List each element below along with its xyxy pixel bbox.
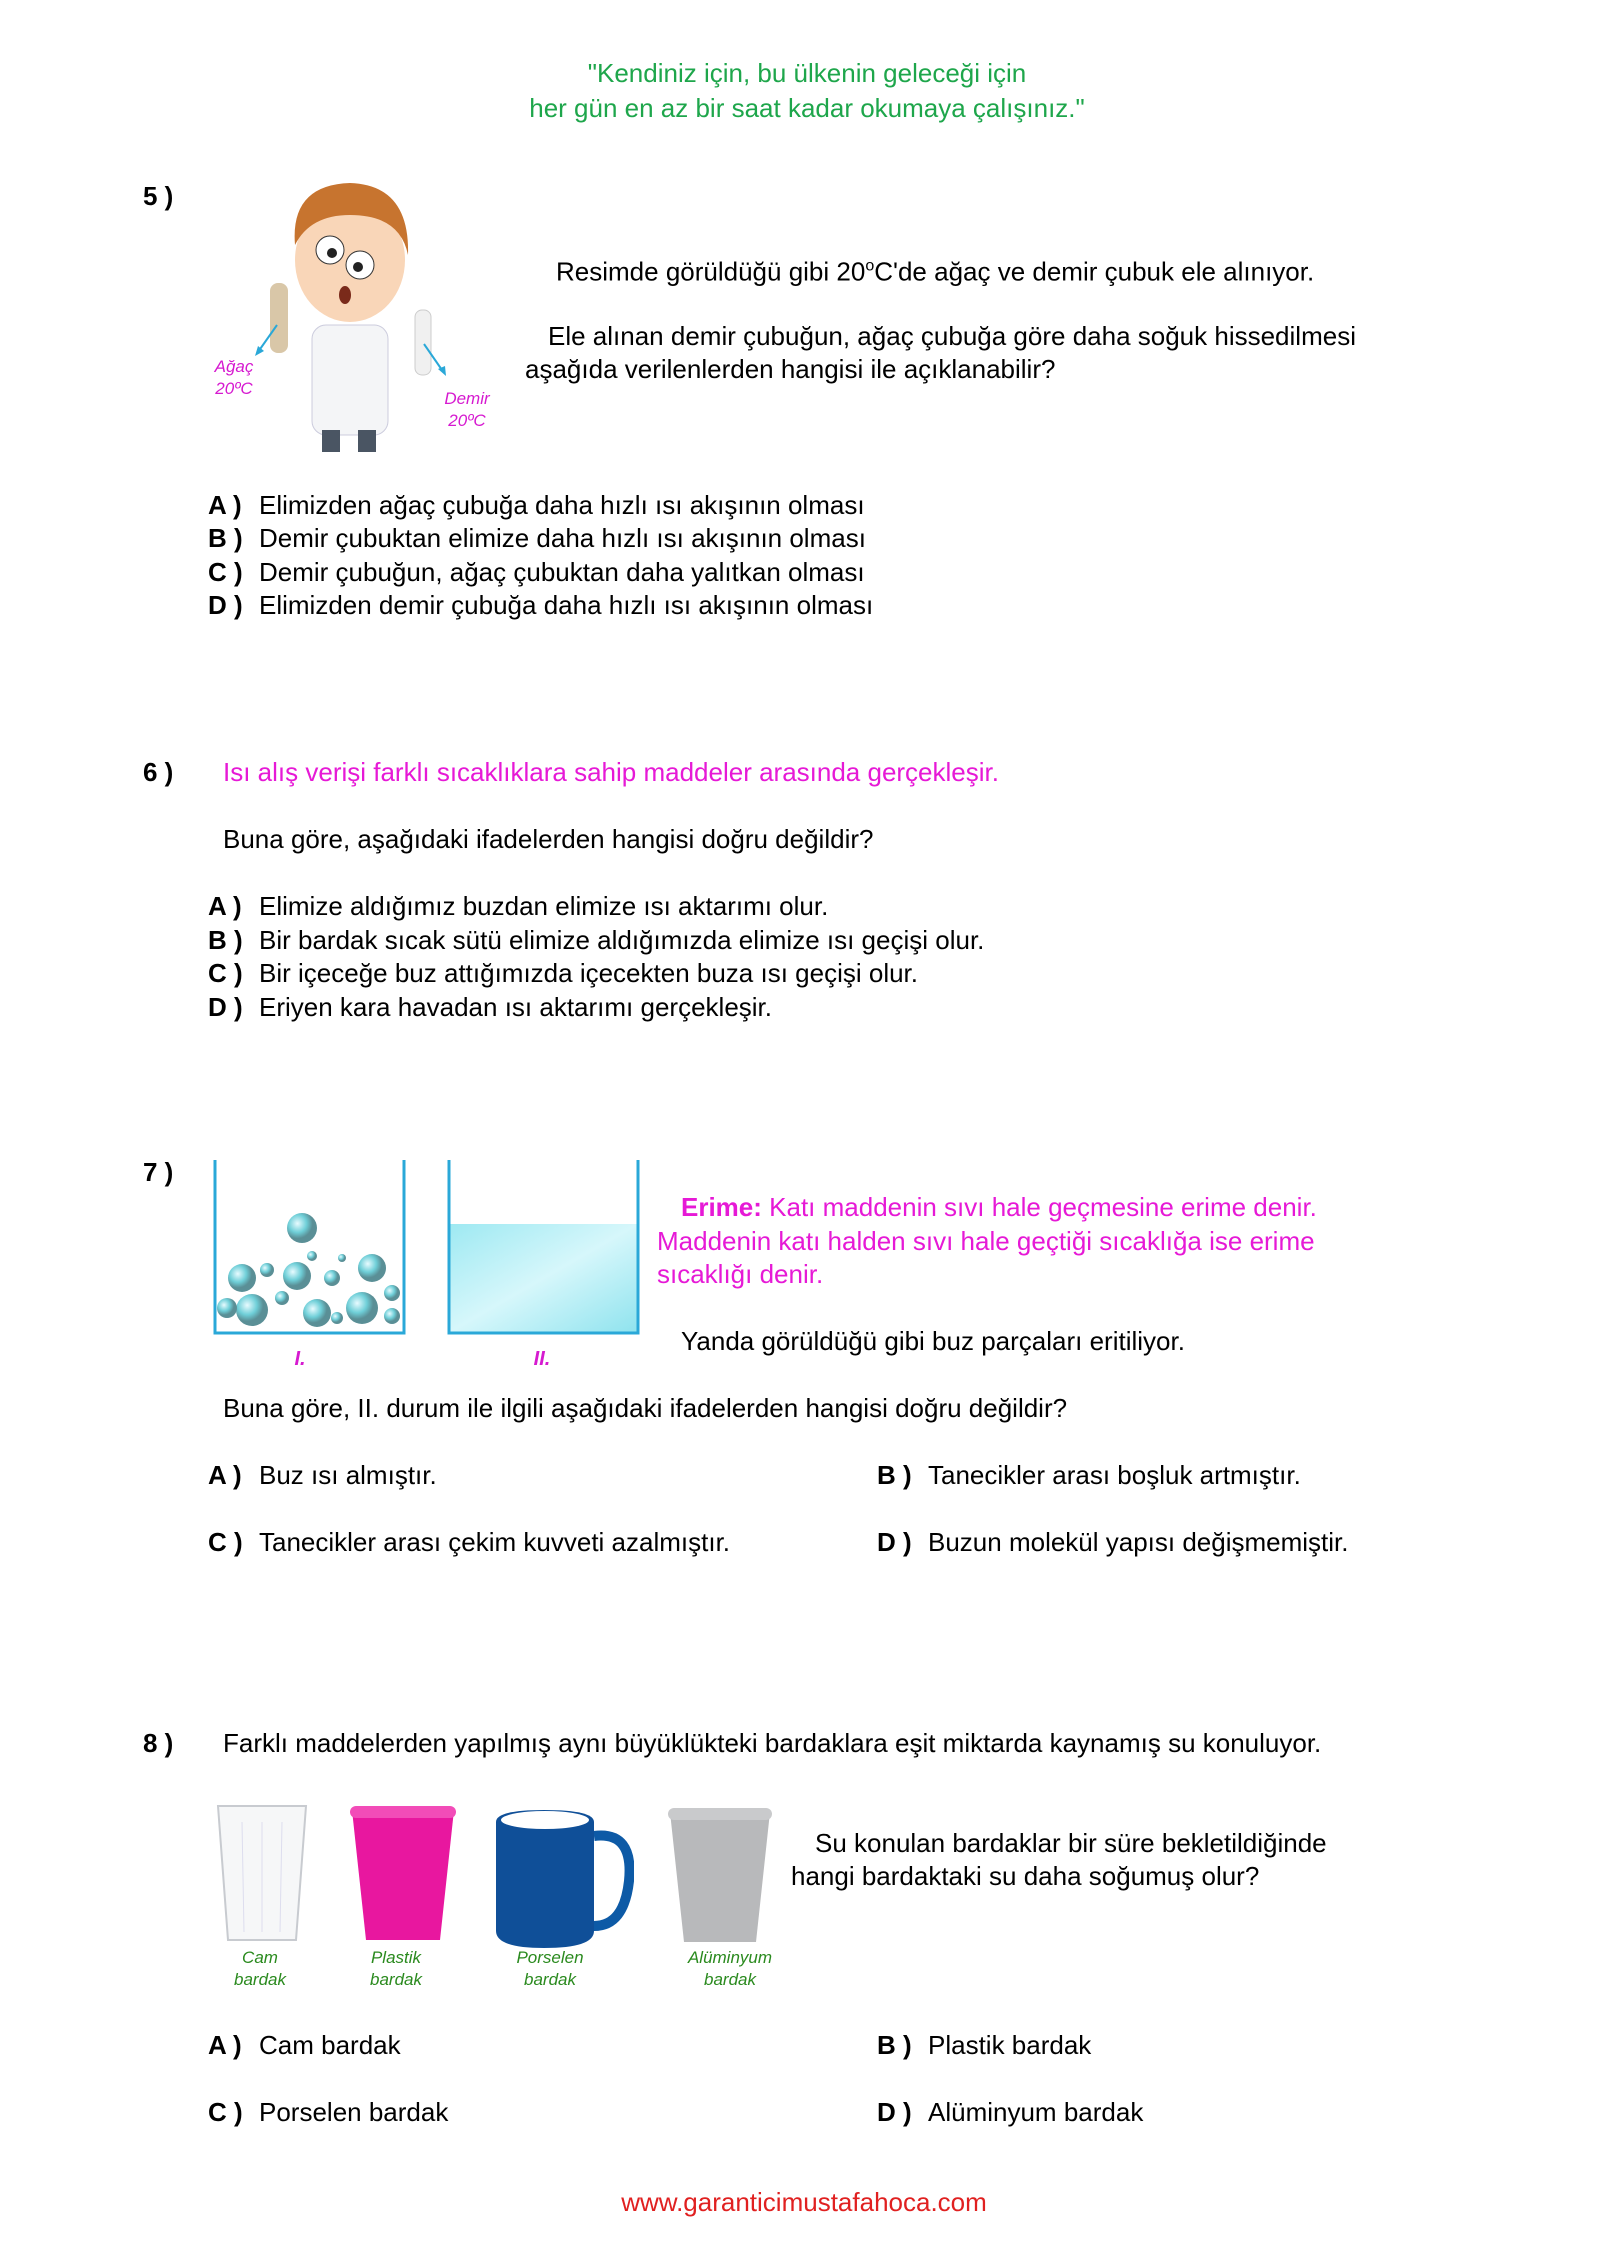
q8-statement: Farklı maddelerden yapılmış aynı büyüklükteki bardaklara eşit miktarda kaynamış su konuluyor. xyxy=(223,1728,1322,1758)
motto-quote-line2: her gün en az bir saat kadar okumaya çalışınız." xyxy=(529,93,1085,123)
q7-option-c[interactable]: C ) Tanecikler arası çekim kuvveti azalmıştır. xyxy=(208,1527,731,1557)
question-number-6: 6 ) xyxy=(143,757,174,787)
q8-option-b[interactable]: B ) Plastik bardak xyxy=(877,2030,1092,2060)
glass-cup xyxy=(212,1802,312,1947)
q6-option-d[interactable]: D ) Eriyen kara havadan ısı aktarımı gerçekleşir. xyxy=(208,992,773,1022)
q7-question: Buna göre, II. durum ile ilgili aşağıdaki ifadelerden hangisi doğru değildir? xyxy=(223,1393,1068,1423)
aluminum-cup xyxy=(666,1806,776,1946)
q6-question: Buna göre, aşağıdaki ifadelerden hangisi doğru değildir? xyxy=(223,824,874,854)
q8-option-d[interactable]: D ) Alüminyum bardak xyxy=(877,2097,1144,2127)
q7-info: Yanda görüldüğü gibi buz parçaları eritiliyor. xyxy=(681,1326,1185,1356)
q8-option-c[interactable]: C ) Porselen bardak xyxy=(208,2097,449,2127)
porcelain-mug xyxy=(494,1806,634,1951)
q6-option-a[interactable]: A ) Elimize aldığımız buzdan elimize ısı aktarımı olur. xyxy=(208,891,829,921)
q5-option-c[interactable]: C ) Demir çubuğun, ağaç çubuktan daha yalıtkan olması xyxy=(208,557,865,587)
arrow-icon xyxy=(420,340,450,380)
q5-option-b[interactable]: B ) Demir çubuktan elimize daha hızlı ısı akışının olması xyxy=(208,523,866,553)
question-number-7: 7 ) xyxy=(143,1157,174,1187)
q5-statement: Resimde görüldüğü gibi 20$^o$C'de ağaç ve demir çubuk ele alınıyor. xyxy=(556,256,1315,287)
q6-option-b[interactable]: B ) Bir bardak sıcak sütü elimize aldığımızda elimize ısı geçişi olur. xyxy=(208,925,985,955)
label-wood: Ağaç 20ºC xyxy=(214,357,254,398)
footer-website-link[interactable]: www.garanticimustafahoca.com xyxy=(621,2187,987,2217)
q5-question-line2: aşağıda verilenlerden hangisi ile açıklanabilir? xyxy=(525,354,1056,384)
q7-option-a[interactable]: A ) Buz ısı almıştır. xyxy=(208,1460,437,1490)
plastic-cup xyxy=(348,1804,458,1944)
q5-question-line1: Ele alınan demir çubuğun, ağaç çubuğa göre daha soğuk hissedilmesi xyxy=(548,321,1356,351)
label-iron: Demir 20ºC xyxy=(444,389,490,430)
question-number-5: 5 ) xyxy=(143,181,174,211)
motto-quote-line1: "Kendiniz için, bu ülkenin geleceği için xyxy=(587,58,1027,88)
q7-definition-line3: sıcaklığı denir. xyxy=(657,1259,824,1289)
q7-option-b[interactable]: B ) Tanecikler arası boşluk artmıştır. xyxy=(877,1460,1301,1490)
q8-option-a[interactable]: A ) Cam bardak xyxy=(208,2030,401,2060)
beaker-melted-water xyxy=(446,1158,642,1338)
scientist-boy-illustration xyxy=(250,175,450,460)
q5-option-d[interactable]: D ) Elimizden demir çubuğa daha hızlı ısı akışının olması xyxy=(208,590,874,620)
question-number-8: 8 ) xyxy=(143,1728,174,1758)
q7-definition-line2: Maddenin katı halden sıvı hale geçtiği sıcaklığa ise erime xyxy=(657,1226,1315,1256)
cup-label-glass: Cam bardak xyxy=(234,1948,286,1989)
beaker-label-1: I. xyxy=(294,1348,306,1370)
cup-label-aluminum: Alüminyum bardak xyxy=(687,1948,773,1989)
q7-definition-line1: Erime: Katı maddenin sıvı hale geçmesine erime denir. xyxy=(681,1192,1317,1222)
q6-statement: Isı alış verişi farklı sıcaklıklara sahip maddeler arasında gerçekleşir. xyxy=(223,757,999,787)
q8-question-line2: hangi bardaktaki su daha soğumuş olur? xyxy=(791,1861,1260,1891)
cup-label-porcelain: Porselen bardak xyxy=(516,1948,584,1989)
q5-option-a[interactable]: A ) Elimizden ağaç çubuğa daha hızlı ısı akışının olması xyxy=(208,490,865,520)
cup-label-plastic: Plastik bardak xyxy=(370,1948,422,1989)
beaker-ice-cubes xyxy=(212,1158,408,1338)
beaker-label-2: II. xyxy=(533,1348,551,1370)
q8-question-line1: Su konulan bardaklar bir süre bekletildiğinde xyxy=(815,1828,1327,1858)
q7-option-d[interactable]: D ) Buzun molekül yapısı değişmemiştir. xyxy=(877,1527,1349,1557)
arrow-icon xyxy=(252,320,282,360)
q6-option-c[interactable]: C ) Bir içeceğe buz attığımızda içecekten buza ısı geçişi olur. xyxy=(208,958,919,988)
